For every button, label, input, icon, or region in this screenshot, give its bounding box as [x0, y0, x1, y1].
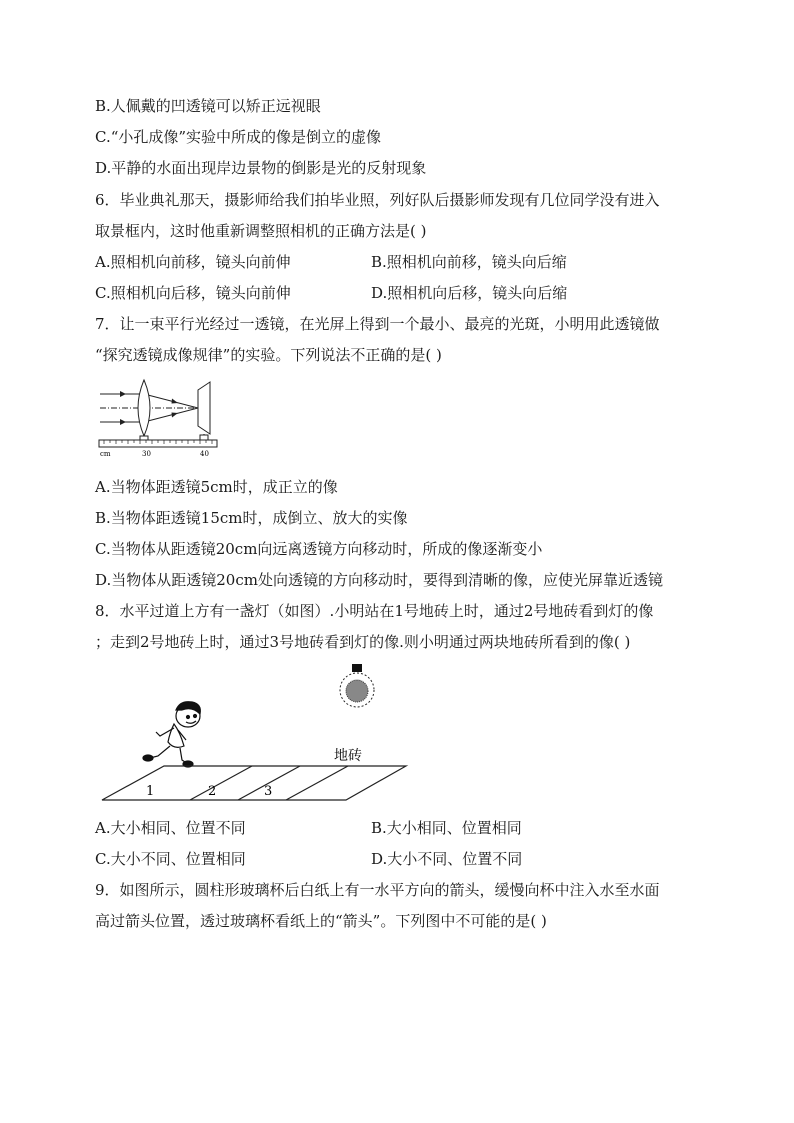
scale-unit-label: cm [100, 450, 111, 458]
q8-stem-line1: 8．水平过道上方有一盏灯（如图）.小明站在1号地砖上时，通过2号地砖看到灯的像 [95, 602, 654, 620]
q7-option-c: C.当物体从距透镜20cm向远离透镜方向移动时，所成的像逐渐变小 [95, 540, 543, 558]
q6-option-d: D.照相机向后移，镜头向后缩 [371, 284, 568, 302]
boy-figure [143, 702, 200, 767]
q5-option-c: C.“小孔成像”实验中所成的像是倒立的虚像 [95, 128, 382, 146]
q5-option-b: B.人佩戴的凹透镜可以矫正远视眼 [95, 97, 321, 115]
q7-option-a: A.当物体距透镜5cm时，成正立的像 [95, 478, 338, 496]
scale-tick-30: 30 [142, 450, 151, 458]
floor-tile-label: 地砖 [334, 748, 362, 764]
floor-tiles-lamp-figure [98, 662, 410, 804]
q9-stem-line1: 9．如图所示，圆柱形玻璃杯后白纸上有一水平方向的箭头，缓慢向杯中注入水至水面 [95, 881, 660, 899]
q9-stem-line2: 高过箭头位置，透过玻璃杯看纸上的“箭头”。下列图中不可能的是( ) [95, 912, 547, 930]
q6-stem-line1: 6．毕业典礼那天，摄影师给我们拍毕业照，列好队后摄影师发现有几位同学没有进入 [95, 191, 660, 209]
q7-stem-line1: 7．让一束平行光经过一透镜，在光屏上得到一个最小、最亮的光斑，小明用此透镜做 [95, 315, 660, 333]
q7-option-b: B.当物体距透镜15cm时，成倒立、放大的实像 [95, 509, 408, 527]
q7-option-d: D.当物体从距透镜20cm处向透镜的方向移动时，要得到清晰的像，应使光屏靠近透镜 [95, 571, 663, 589]
q7-stem-line2: “探究透镜成像规律”的实验。下列说法不正确的是( ) [95, 346, 442, 364]
tile-number-1: 1 [146, 784, 155, 799]
q8-option-d: D.大小不同、位置不同 [371, 850, 523, 868]
tile-number-2: 2 [208, 784, 217, 799]
q6-option-b: B.照相机向前移，镜头向后缩 [371, 253, 567, 271]
q8-option-b: B.大小相同、位置相同 [371, 819, 522, 837]
lens-optical-bench-figure [98, 378, 220, 458]
q8-option-a: A.大小相同、位置不同 [95, 819, 246, 837]
q5-option-d: D.平静的水面出现岸边景物的倒影是光的反射现象 [95, 159, 427, 177]
q6-option-c: C.照相机向后移，镜头向前伸 [95, 284, 291, 302]
tile-number-3: 3 [264, 784, 273, 799]
scale-tick-40: 40 [200, 450, 209, 458]
q8-stem-line2: ；走到2号地砖上时，通过3号地砖看到灯的像.则小明通过两块地砖所看到的像( ) [95, 633, 631, 651]
lamp-icon [340, 664, 374, 707]
q6-option-a: A.照相机向前移，镜头向前伸 [95, 253, 291, 271]
q6-stem-line2: 取景框内，这时他重新调整照相机的正确方法是( ) [95, 222, 427, 240]
q8-option-c: C.大小不同、位置相同 [95, 850, 246, 868]
